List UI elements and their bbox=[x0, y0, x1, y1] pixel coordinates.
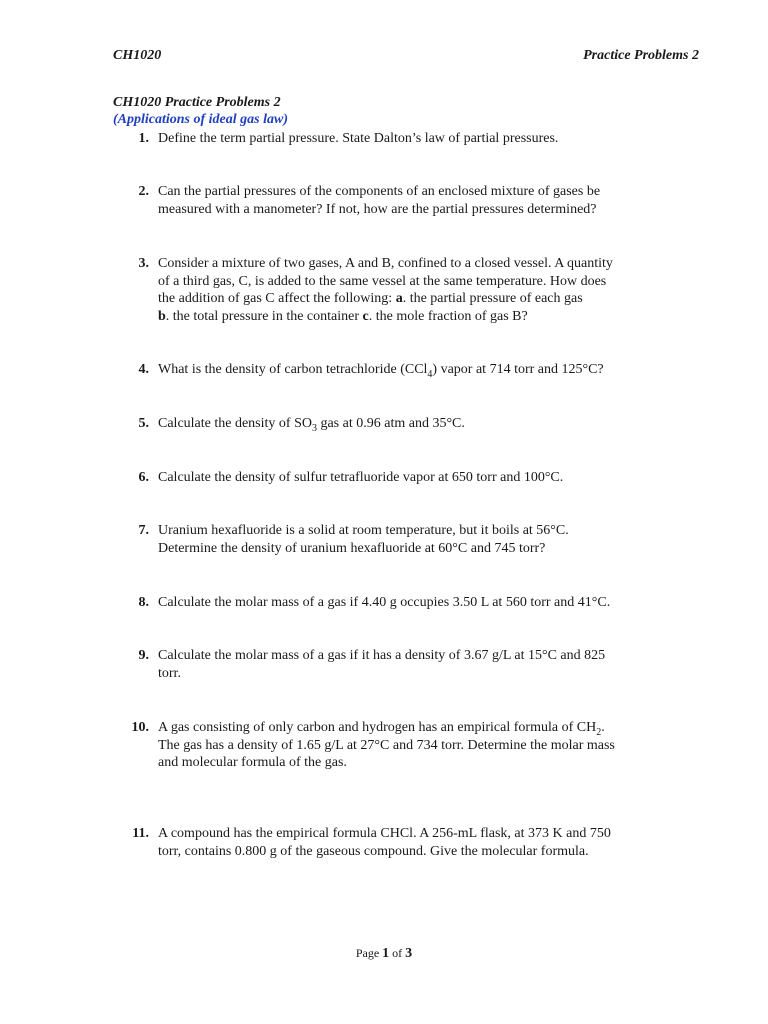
problem-6 bbox=[113, 469, 673, 487]
current-page-number: 1 bbox=[382, 946, 390, 961]
problem-text: A compound has the empirical formula CHCl. A 256-mL flask, at 373 K and 750 torr, contains 0.800 g of the gaseous compound. Give the molecular formula. bbox=[158, 826, 611, 859]
problem-8 bbox=[113, 594, 673, 612]
header-doc-name: Practice Problems 2 bbox=[583, 48, 699, 63]
problem-number: 6. bbox=[138, 470, 149, 485]
text-after-subscript: . The gas has a density of 1.65 g/L at 27°C and 734 torr. Determine the molar mass and molecular formula of the gas. bbox=[158, 720, 615, 770]
document-subtitle: (Applications of ideal gas law) bbox=[113, 112, 288, 127]
problem-text: Define the term partial pressure. State Dalton’s law of partial pressures. bbox=[158, 131, 559, 146]
subscript: 4 bbox=[427, 368, 433, 380]
text-before-subscript: What is the density of carbon tetrachloride (CCl bbox=[158, 362, 428, 377]
part-b-text: . the total pressure in the container bbox=[165, 308, 363, 324]
problem-number: 4. bbox=[138, 362, 149, 377]
problem-number: 1. bbox=[138, 131, 149, 146]
problem-text: Can the partial pressures of the components of an enclosed mixture of gases be measured with a manometer? If not, how are the partial pressures determined? bbox=[158, 184, 601, 217]
problem-text: Calculate the density of sulfur tetrafluoride vapor at 650 torr and 100°C. bbox=[158, 470, 564, 485]
text-before-subscript: Calculate the density of SO bbox=[158, 416, 312, 431]
problem-number: 11. bbox=[132, 826, 149, 841]
problem-text: Uranium hexafluoride is a solid at room temperature, but it boils at 56°C. Determine the density of uranium hexafluoride at 60°C and 745 torr? bbox=[158, 523, 569, 556]
problem-text bbox=[158, 719, 673, 772]
problem-9 bbox=[113, 647, 673, 682]
problem-text: Calculate the molar mass of a gas if it has a density of 3.67 g/L at 15°C and 825 torr. bbox=[158, 648, 606, 681]
problem-text bbox=[158, 361, 673, 379]
problem-7 bbox=[113, 522, 673, 557]
problem-number: 9. bbox=[138, 648, 149, 663]
page-footer bbox=[0, 946, 768, 962]
problem-4 bbox=[113, 361, 673, 379]
problem-11 bbox=[113, 825, 673, 860]
part-a-text: . the partial pressure of each gas bbox=[402, 291, 583, 306]
problem-3-intro: Consider a mixture of two gases, A and B, confined to a closed vessel. A quantity of a third gas, C, is added to the same vessel at the same temperature. How does the addition of gas C affect the following: bbox=[158, 256, 613, 306]
problem-3 bbox=[113, 255, 673, 325]
total-page-number: 3 bbox=[405, 946, 413, 961]
problem-text: Calculate the molar mass of a gas if 4.40 g occupies 3.50 L at 560 torr and 41°C. bbox=[158, 595, 611, 610]
of-label: of bbox=[389, 946, 406, 960]
page-label: Page bbox=[355, 946, 383, 960]
part-b-label: b bbox=[158, 308, 166, 324]
subscript: 3 bbox=[311, 422, 317, 434]
text-after-subscript: gas at 0.96 atm and 35°C. bbox=[316, 416, 465, 431]
page-header bbox=[113, 48, 699, 66]
problem-1 bbox=[113, 130, 673, 148]
text-before-subscript: A gas consisting of only carbon and hydrogen has an empirical formula of CH bbox=[158, 720, 597, 735]
part-a-label: a bbox=[395, 291, 403, 306]
problem-10 bbox=[113, 719, 673, 772]
problem-5 bbox=[113, 415, 673, 433]
problem-number: 3. bbox=[138, 256, 149, 271]
problem-number: 2. bbox=[138, 184, 149, 199]
document-title: CH1020 Practice Problems 2 bbox=[113, 95, 281, 110]
problem-number: 7. bbox=[138, 523, 149, 538]
problem-number: 8. bbox=[138, 595, 149, 610]
problem-number: 5. bbox=[138, 416, 149, 431]
part-c-label: c bbox=[362, 308, 369, 324]
problem-text bbox=[158, 415, 673, 433]
problem-number: 10. bbox=[131, 720, 149, 735]
part-c-text: . the mole fraction of gas B? bbox=[368, 308, 528, 324]
header-course-code: CH1020 bbox=[113, 48, 162, 63]
text-after-subscript: ) vapor at 714 torr and 125°C? bbox=[432, 362, 604, 377]
problem-text bbox=[158, 255, 673, 325]
subscript: 2 bbox=[596, 726, 602, 738]
problem-2 bbox=[113, 183, 673, 218]
